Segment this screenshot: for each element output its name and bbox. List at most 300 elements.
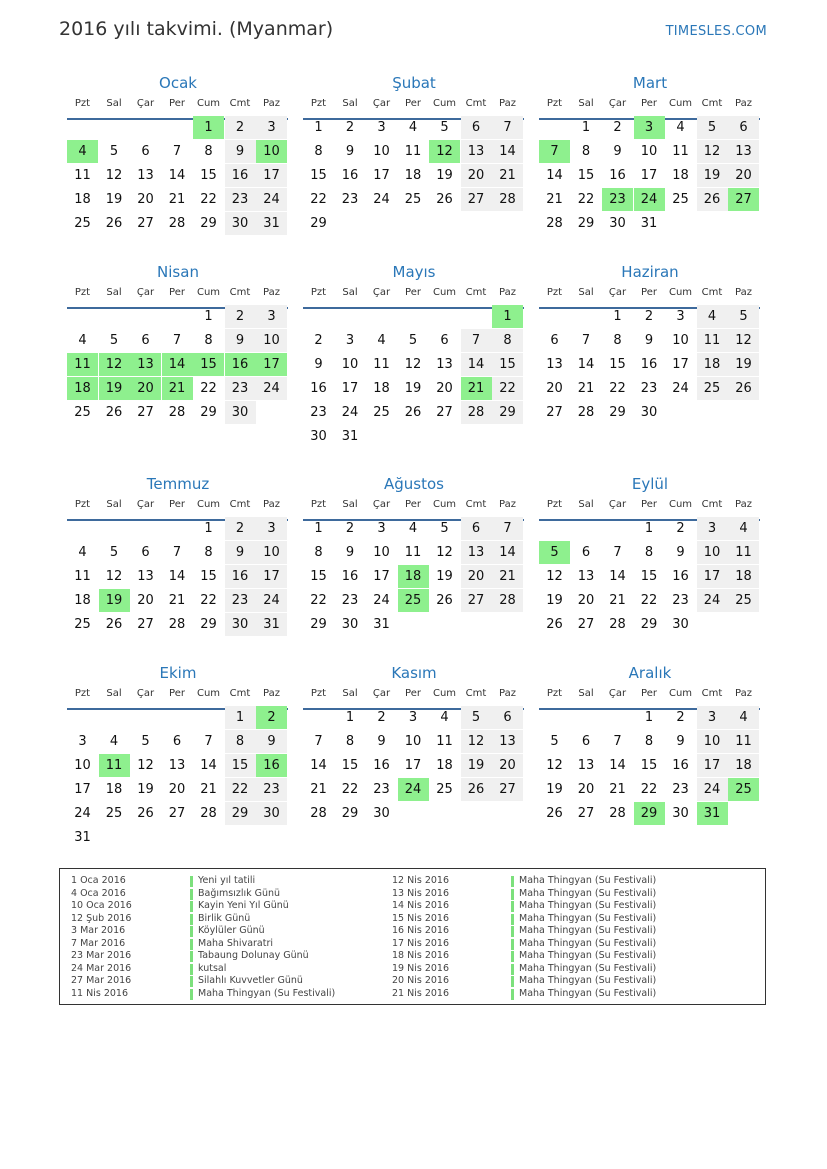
day-cell[interactable]: 6 bbox=[581, 734, 591, 749]
day-cell[interactable]: 19 bbox=[436, 168, 453, 183]
day-cell[interactable]: 1 bbox=[204, 521, 213, 536]
day-cell[interactable]: 11 bbox=[373, 357, 390, 372]
day-cell[interactable]: 4 bbox=[440, 710, 449, 725]
day-cell[interactable]: 5 bbox=[408, 333, 418, 348]
day-cell[interactable]: 27 bbox=[436, 405, 453, 420]
day-cell[interactable]: 29 bbox=[609, 405, 626, 420]
day-cell[interactable]: 8 bbox=[225, 730, 256, 753]
day-cell[interactable]: 12 bbox=[546, 569, 563, 584]
day-cell[interactable]: 18 bbox=[728, 565, 759, 588]
day-cell[interactable]: 9 bbox=[377, 734, 386, 749]
day-cell[interactable]: 25 bbox=[398, 589, 429, 612]
day-cell[interactable]: 5 bbox=[728, 305, 759, 328]
day-cell[interactable]: 16 bbox=[225, 353, 256, 376]
day-cell[interactable]: 18 bbox=[436, 758, 453, 773]
day-cell[interactable]: 24 bbox=[634, 188, 665, 211]
day-cell[interactable]: 16 bbox=[310, 381, 327, 396]
day-cell[interactable]: 28 bbox=[609, 806, 626, 821]
day-cell[interactable]: 6 bbox=[141, 144, 150, 159]
day-cell[interactable]: 30 bbox=[373, 806, 390, 821]
day-cell[interactable]: 20 bbox=[577, 782, 595, 797]
day-cell[interactable]: 1 bbox=[644, 710, 654, 725]
day-cell[interactable]: 21 bbox=[546, 192, 563, 207]
day-cell[interactable]: 15 bbox=[640, 569, 658, 584]
day-cell[interactable]: 15 bbox=[193, 353, 224, 376]
day-cell[interactable]: 16 bbox=[341, 569, 359, 584]
day-cell[interactable]: 15 bbox=[310, 569, 327, 584]
day-cell[interactable]: 20 bbox=[130, 377, 161, 400]
day-cell[interactable]: 25 bbox=[373, 405, 390, 420]
day-cell[interactable]: 14 bbox=[492, 140, 523, 163]
day-cell[interactable]: 19 bbox=[137, 782, 154, 797]
day-cell[interactable]: 15 bbox=[577, 168, 595, 183]
day-cell[interactable]: 10 bbox=[74, 758, 91, 773]
day-cell[interactable]: 13 bbox=[436, 357, 453, 372]
day-cell[interactable]: 16 bbox=[672, 569, 689, 584]
day-cell[interactable]: 10 bbox=[256, 541, 287, 564]
day-cell[interactable]: 17 bbox=[341, 381, 359, 396]
day-cell[interactable]: 27 bbox=[492, 778, 523, 801]
day-cell[interactable]: 26 bbox=[436, 192, 453, 207]
day-cell[interactable]: 18 bbox=[373, 381, 390, 396]
day-cell[interactable]: 22 bbox=[310, 593, 327, 608]
day-cell[interactable]: 20 bbox=[492, 754, 523, 777]
day-cell[interactable]: 3 bbox=[634, 116, 665, 139]
day-cell[interactable]: 16 bbox=[225, 565, 256, 588]
day-cell[interactable]: 24 bbox=[672, 381, 689, 396]
day-cell[interactable]: 28 bbox=[310, 806, 327, 821]
day-cell[interactable]: 8 bbox=[204, 333, 213, 348]
day-cell[interactable]: 14 bbox=[492, 541, 523, 564]
day-cell[interactable]: 18 bbox=[74, 593, 91, 608]
day-cell[interactable]: 17 bbox=[640, 168, 658, 183]
day-cell[interactable]: 23 bbox=[373, 782, 390, 797]
day-cell[interactable]: 27 bbox=[137, 617, 154, 632]
day-cell[interactable]: 12 bbox=[728, 329, 759, 352]
day-cell[interactable]: 22 bbox=[577, 192, 595, 207]
day-cell[interactable]: 4 bbox=[408, 120, 418, 135]
day-cell[interactable]: 31 bbox=[256, 613, 287, 636]
day-cell[interactable]: 7 bbox=[314, 734, 323, 749]
day-cell[interactable]: 2 bbox=[314, 333, 323, 348]
day-cell[interactable]: 1 bbox=[644, 521, 654, 536]
day-cell[interactable]: 10 bbox=[672, 333, 689, 348]
day-cell[interactable]: 19 bbox=[728, 353, 759, 376]
day-cell[interactable]: 11 bbox=[404, 545, 422, 560]
day-cell[interactable]: 14 bbox=[609, 758, 626, 773]
day-cell[interactable]: 28 bbox=[492, 589, 523, 612]
day-cell[interactable]: 12 bbox=[429, 140, 460, 163]
day-cell[interactable]: 26 bbox=[105, 216, 123, 231]
day-cell[interactable]: 16 bbox=[256, 754, 287, 777]
day-cell[interactable]: 9 bbox=[225, 140, 256, 163]
day-cell[interactable]: 29 bbox=[640, 617, 658, 632]
day-cell[interactable]: 3 bbox=[697, 706, 728, 729]
day-cell[interactable]: 2 bbox=[644, 309, 654, 324]
day-cell[interactable]: 17 bbox=[697, 565, 728, 588]
day-cell[interactable]: 8 bbox=[644, 734, 654, 749]
day-cell[interactable]: 17 bbox=[256, 353, 287, 376]
day-cell[interactable]: 26 bbox=[728, 377, 759, 400]
day-cell[interactable]: 6 bbox=[461, 116, 492, 139]
day-cell[interactable]: 7 bbox=[172, 333, 182, 348]
day-cell[interactable]: 3 bbox=[377, 521, 386, 536]
day-cell[interactable]: 20 bbox=[728, 164, 759, 187]
day-cell[interactable]: 1 bbox=[225, 706, 256, 729]
day-cell[interactable]: 25 bbox=[105, 806, 123, 821]
day-cell[interactable]: 27 bbox=[577, 806, 595, 821]
day-cell[interactable]: 7 bbox=[492, 116, 523, 139]
day-cell[interactable]: 30 bbox=[310, 429, 327, 444]
day-cell[interactable]: 21 bbox=[609, 593, 626, 608]
day-cell[interactable]: 23 bbox=[256, 778, 287, 801]
day-cell[interactable]: 18 bbox=[67, 377, 98, 400]
day-cell[interactable]: 4 bbox=[697, 305, 728, 328]
day-cell[interactable]: 21 bbox=[162, 377, 193, 400]
day-cell[interactable]: 27 bbox=[137, 216, 154, 231]
day-cell[interactable]: 23 bbox=[310, 405, 327, 420]
day-cell[interactable]: 3 bbox=[256, 305, 287, 328]
day-cell[interactable]: 10 bbox=[341, 357, 359, 372]
day-cell[interactable]: 7 bbox=[581, 333, 591, 348]
day-cell[interactable]: 15 bbox=[200, 168, 217, 183]
day-cell[interactable]: 6 bbox=[440, 333, 449, 348]
day-cell[interactable]: 30 bbox=[225, 401, 256, 424]
day-cell[interactable]: 22 bbox=[492, 377, 523, 400]
day-cell[interactable]: 23 bbox=[672, 593, 689, 608]
day-cell[interactable]: 4 bbox=[109, 734, 119, 749]
day-cell[interactable]: 18 bbox=[398, 565, 429, 588]
day-cell[interactable]: 10 bbox=[697, 541, 728, 564]
day-cell[interactable]: 6 bbox=[141, 545, 150, 560]
day-cell[interactable]: 12 bbox=[697, 140, 728, 163]
day-cell[interactable]: 13 bbox=[461, 140, 492, 163]
day-cell[interactable]: 4 bbox=[676, 120, 685, 135]
day-cell[interactable]: 7 bbox=[539, 140, 570, 163]
day-cell[interactable]: 20 bbox=[168, 782, 186, 797]
day-cell[interactable]: 6 bbox=[172, 734, 182, 749]
day-cell[interactable]: 31 bbox=[373, 617, 390, 632]
day-cell[interactable]: 30 bbox=[225, 613, 256, 636]
day-cell[interactable]: 18 bbox=[672, 168, 689, 183]
day-cell[interactable]: 1 bbox=[314, 521, 323, 536]
day-cell[interactable]: 22 bbox=[225, 778, 256, 801]
day-cell[interactable]: 19 bbox=[546, 593, 563, 608]
day-cell[interactable]: 29 bbox=[310, 617, 327, 632]
day-cell[interactable]: 4 bbox=[78, 545, 87, 560]
day-cell[interactable]: 21 bbox=[577, 381, 595, 396]
day-cell[interactable]: 16 bbox=[341, 168, 359, 183]
day-cell[interactable]: 18 bbox=[404, 168, 422, 183]
day-cell[interactable]: 2 bbox=[225, 517, 256, 540]
day-cell[interactable]: 25 bbox=[74, 617, 91, 632]
day-cell[interactable]: 3 bbox=[377, 120, 386, 135]
day-cell[interactable]: 31 bbox=[341, 429, 359, 444]
day-cell[interactable]: 11 bbox=[67, 353, 98, 376]
day-cell[interactable]: 28 bbox=[609, 617, 626, 632]
day-cell[interactable]: 15 bbox=[341, 758, 359, 773]
day-cell[interactable]: 14 bbox=[168, 569, 186, 584]
day-cell[interactable]: 19 bbox=[99, 589, 130, 612]
day-cell[interactable]: 31 bbox=[697, 802, 728, 825]
day-cell[interactable]: 5 bbox=[440, 120, 449, 135]
day-cell[interactable]: 9 bbox=[345, 144, 355, 159]
day-cell[interactable]: 2 bbox=[225, 305, 256, 328]
day-cell[interactable]: 12 bbox=[137, 758, 154, 773]
day-cell[interactable]: 10 bbox=[256, 329, 287, 352]
day-cell[interactable]: 13 bbox=[137, 569, 154, 584]
day-cell[interactable]: 26 bbox=[461, 778, 492, 801]
day-cell[interactable]: 28 bbox=[168, 216, 186, 231]
day-cell[interactable]: 14 bbox=[461, 353, 492, 376]
day-cell[interactable]: 12 bbox=[105, 168, 123, 183]
day-cell[interactable]: 23 bbox=[341, 192, 359, 207]
day-cell[interactable]: 30 bbox=[640, 405, 658, 420]
day-cell[interactable]: 29 bbox=[200, 405, 217, 420]
day-cell[interactable]: 19 bbox=[461, 754, 492, 777]
day-cell[interactable]: 16 bbox=[225, 164, 256, 187]
day-cell[interactable]: 22 bbox=[341, 782, 359, 797]
day-cell[interactable]: 13 bbox=[461, 541, 492, 564]
day-cell[interactable]: 12 bbox=[99, 353, 130, 376]
day-cell[interactable]: 5 bbox=[141, 734, 150, 749]
day-cell[interactable]: 27 bbox=[546, 405, 563, 420]
day-cell[interactable]: 23 bbox=[672, 782, 689, 797]
day-cell[interactable]: 1 bbox=[492, 305, 523, 328]
day-cell[interactable]: 20 bbox=[436, 381, 453, 396]
day-cell[interactable]: 10 bbox=[256, 140, 287, 163]
day-cell[interactable]: 26 bbox=[105, 617, 123, 632]
day-cell[interactable]: 21 bbox=[492, 164, 523, 187]
day-cell[interactable]: 31 bbox=[256, 212, 287, 235]
day-cell[interactable]: 15 bbox=[310, 168, 327, 183]
day-cell[interactable]: 2 bbox=[676, 710, 685, 725]
day-cell[interactable]: 15 bbox=[609, 357, 626, 372]
day-cell[interactable]: 19 bbox=[404, 381, 422, 396]
day-cell[interactable]: 17 bbox=[256, 164, 287, 187]
day-cell[interactable]: 8 bbox=[204, 144, 213, 159]
day-cell[interactable]: 29 bbox=[634, 802, 665, 825]
day-cell[interactable]: 13 bbox=[577, 758, 595, 773]
day-cell[interactable]: 9 bbox=[676, 734, 685, 749]
day-cell[interactable]: 10 bbox=[373, 144, 390, 159]
day-cell[interactable]: 9 bbox=[644, 333, 654, 348]
day-cell[interactable]: 29 bbox=[577, 216, 595, 231]
day-cell[interactable]: 26 bbox=[546, 617, 563, 632]
day-cell[interactable]: 5 bbox=[109, 144, 119, 159]
day-cell[interactable]: 8 bbox=[314, 545, 323, 560]
day-cell[interactable]: 31 bbox=[640, 216, 658, 231]
day-cell[interactable]: 25 bbox=[74, 216, 91, 231]
day-cell[interactable]: 2 bbox=[345, 521, 355, 536]
day-cell[interactable]: 9 bbox=[314, 357, 323, 372]
day-cell[interactable]: 6 bbox=[581, 545, 591, 560]
day-cell[interactable]: 6 bbox=[550, 333, 559, 348]
day-cell[interactable]: 26 bbox=[546, 806, 563, 821]
day-cell[interactable]: 14 bbox=[168, 168, 186, 183]
day-cell[interactable]: 18 bbox=[697, 353, 728, 376]
day-cell[interactable]: 16 bbox=[609, 168, 626, 183]
day-cell[interactable]: 11 bbox=[697, 329, 728, 352]
day-cell[interactable]: 18 bbox=[74, 192, 91, 207]
day-cell[interactable]: 3 bbox=[676, 309, 685, 324]
day-cell[interactable]: 4 bbox=[728, 517, 759, 540]
day-cell[interactable]: 30 bbox=[341, 617, 359, 632]
day-cell[interactable]: 1 bbox=[314, 120, 323, 135]
day-cell[interactable]: 20 bbox=[461, 164, 492, 187]
day-cell[interactable]: 24 bbox=[697, 589, 728, 612]
day-cell[interactable]: 9 bbox=[345, 545, 355, 560]
day-cell[interactable]: 24 bbox=[256, 377, 287, 400]
day-cell[interactable]: 9 bbox=[225, 329, 256, 352]
day-cell[interactable]: 14 bbox=[546, 168, 563, 183]
brand-link[interactable]: TIMESLES.COM bbox=[665, 24, 767, 39]
day-cell[interactable]: 28 bbox=[168, 617, 186, 632]
day-cell[interactable]: 27 bbox=[137, 405, 154, 420]
day-cell[interactable]: 23 bbox=[225, 188, 256, 211]
day-cell[interactable]: 22 bbox=[310, 192, 327, 207]
day-cell[interactable]: 19 bbox=[105, 192, 123, 207]
day-cell[interactable]: 17 bbox=[74, 782, 91, 797]
day-cell[interactable]: 25 bbox=[404, 192, 422, 207]
day-cell[interactable]: 29 bbox=[225, 802, 256, 825]
day-cell[interactable]: 11 bbox=[728, 730, 759, 753]
day-cell[interactable]: 24 bbox=[256, 589, 287, 612]
day-cell[interactable]: 15 bbox=[225, 754, 256, 777]
day-cell[interactable]: 11 bbox=[74, 569, 91, 584]
day-cell[interactable]: 28 bbox=[461, 401, 492, 424]
day-cell[interactable]: 9 bbox=[613, 144, 622, 159]
day-cell[interactable]: 11 bbox=[672, 144, 689, 159]
day-cell[interactable]: 22 bbox=[200, 381, 217, 396]
day-cell[interactable]: 11 bbox=[74, 168, 91, 183]
day-cell[interactable]: 23 bbox=[602, 188, 633, 211]
day-cell[interactable]: 7 bbox=[613, 545, 622, 560]
day-cell[interactable]: 19 bbox=[436, 569, 453, 584]
day-cell[interactable]: 20 bbox=[137, 593, 154, 608]
day-cell[interactable]: 21 bbox=[168, 192, 186, 207]
day-cell[interactable]: 29 bbox=[200, 617, 217, 632]
day-cell[interactable]: 2 bbox=[345, 120, 355, 135]
day-cell[interactable]: 27 bbox=[461, 589, 492, 612]
day-cell[interactable]: 28 bbox=[168, 405, 186, 420]
day-cell[interactable]: 5 bbox=[697, 116, 728, 139]
day-cell[interactable]: 8 bbox=[345, 734, 355, 749]
day-cell[interactable]: 22 bbox=[609, 381, 626, 396]
day-cell[interactable]: 11 bbox=[728, 541, 759, 564]
day-cell[interactable]: 7 bbox=[172, 545, 182, 560]
day-cell[interactable]: 15 bbox=[492, 353, 523, 376]
day-cell[interactable]: 21 bbox=[492, 565, 523, 588]
day-cell[interactable]: 17 bbox=[373, 569, 390, 584]
day-cell[interactable]: 17 bbox=[697, 754, 728, 777]
day-cell[interactable]: 18 bbox=[105, 782, 123, 797]
day-cell[interactable]: 27 bbox=[168, 806, 186, 821]
day-cell[interactable]: 25 bbox=[436, 782, 453, 797]
day-cell[interactable]: 29 bbox=[200, 216, 217, 231]
day-cell[interactable]: 16 bbox=[373, 758, 390, 773]
day-cell[interactable]: 8 bbox=[581, 144, 591, 159]
day-cell[interactable]: 25 bbox=[672, 192, 689, 207]
day-cell[interactable]: 30 bbox=[672, 617, 689, 632]
day-cell[interactable]: 2 bbox=[377, 710, 386, 725]
day-cell[interactable]: 13 bbox=[137, 168, 154, 183]
day-cell[interactable]: 12 bbox=[105, 569, 123, 584]
day-cell[interactable]: 25 bbox=[728, 778, 759, 801]
day-cell[interactable]: 23 bbox=[341, 593, 359, 608]
day-cell[interactable]: 1 bbox=[345, 710, 355, 725]
day-cell[interactable]: 22 bbox=[640, 782, 658, 797]
day-cell[interactable]: 11 bbox=[436, 734, 453, 749]
day-cell[interactable]: 17 bbox=[672, 357, 689, 372]
day-cell[interactable]: 15 bbox=[200, 569, 217, 584]
day-cell[interactable]: 19 bbox=[546, 782, 563, 797]
day-cell[interactable]: 24 bbox=[373, 593, 390, 608]
day-cell[interactable]: 13 bbox=[168, 758, 186, 773]
day-cell[interactable]: 26 bbox=[436, 593, 453, 608]
day-cell[interactable]: 23 bbox=[640, 381, 658, 396]
day-cell[interactable]: 7 bbox=[492, 517, 523, 540]
day-cell[interactable]: 8 bbox=[644, 545, 654, 560]
day-cell[interactable]: 28 bbox=[546, 216, 563, 231]
day-cell[interactable]: 21 bbox=[310, 782, 327, 797]
day-cell[interactable]: 8 bbox=[613, 333, 622, 348]
day-cell[interactable]: 24 bbox=[74, 806, 91, 821]
day-cell[interactable]: 18 bbox=[728, 754, 759, 777]
day-cell[interactable]: 11 bbox=[99, 754, 130, 777]
day-cell[interactable]: 5 bbox=[109, 545, 119, 560]
day-cell[interactable]: 20 bbox=[577, 593, 595, 608]
day-cell[interactable]: 19 bbox=[99, 377, 130, 400]
day-cell[interactable]: 13 bbox=[492, 730, 523, 753]
day-cell[interactable]: 12 bbox=[436, 545, 453, 560]
day-cell[interactable]: 6 bbox=[492, 706, 523, 729]
day-cell[interactable]: 22 bbox=[200, 593, 217, 608]
day-cell[interactable]: 20 bbox=[546, 381, 563, 396]
day-cell[interactable]: 3 bbox=[78, 734, 87, 749]
day-cell[interactable]: 16 bbox=[672, 758, 689, 773]
day-cell[interactable]: 13 bbox=[130, 353, 161, 376]
day-cell[interactable]: 22 bbox=[640, 593, 658, 608]
day-cell[interactable]: 4 bbox=[78, 333, 87, 348]
day-cell[interactable]: 9 bbox=[225, 541, 256, 564]
day-cell[interactable]: 4 bbox=[728, 706, 759, 729]
day-cell[interactable]: 14 bbox=[577, 357, 595, 372]
day-cell[interactable]: 16 bbox=[640, 357, 658, 372]
day-cell[interactable]: 27 bbox=[728, 188, 759, 211]
day-cell[interactable]: 26 bbox=[697, 188, 728, 211]
day-cell[interactable]: 25 bbox=[728, 589, 759, 612]
day-cell[interactable]: 4 bbox=[408, 521, 418, 536]
day-cell[interactable]: 5 bbox=[440, 521, 449, 536]
day-cell[interactable]: 5 bbox=[550, 734, 559, 749]
day-cell[interactable]: 6 bbox=[461, 517, 492, 540]
day-cell[interactable]: 14 bbox=[609, 569, 626, 584]
day-cell[interactable]: 25 bbox=[74, 405, 91, 420]
day-cell[interactable]: 30 bbox=[225, 212, 256, 235]
day-cell[interactable]: 21 bbox=[461, 377, 492, 400]
day-cell[interactable]: 3 bbox=[256, 116, 287, 139]
day-cell[interactable]: 25 bbox=[697, 377, 728, 400]
day-cell[interactable]: 1 bbox=[193, 116, 224, 139]
day-cell[interactable]: 10 bbox=[373, 545, 390, 560]
day-cell[interactable]: 13 bbox=[546, 357, 563, 372]
day-cell[interactable]: 20 bbox=[461, 565, 492, 588]
day-cell[interactable]: 3 bbox=[345, 333, 355, 348]
day-cell[interactable]: 28 bbox=[577, 405, 595, 420]
day-cell[interactable]: 24 bbox=[398, 778, 429, 801]
day-cell[interactable]: 24 bbox=[697, 778, 728, 801]
